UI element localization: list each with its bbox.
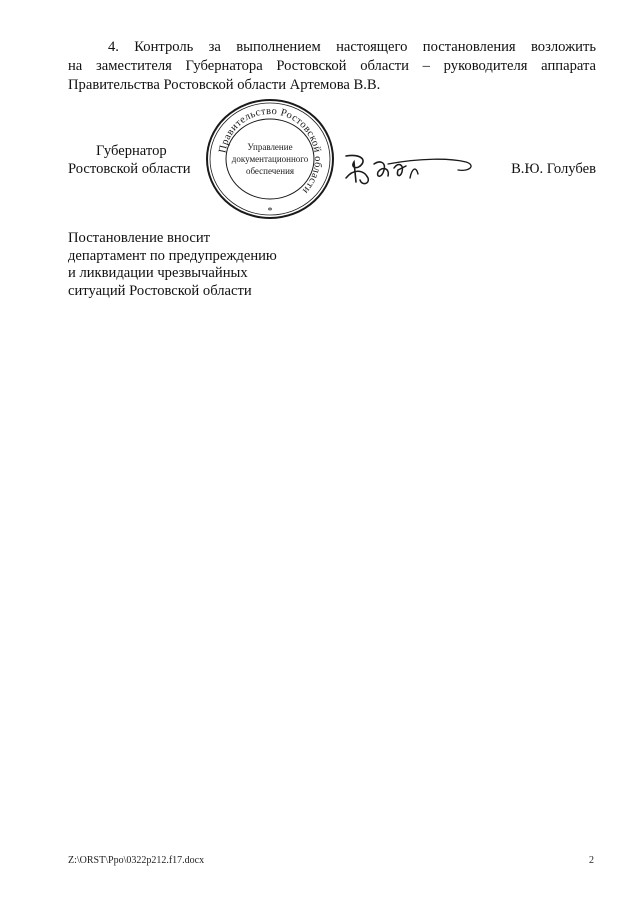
seal-inner-line2: документационного <box>231 154 309 164</box>
submitter-note <box>68 230 277 300</box>
submitter-line: и ликвидации чрезвычайных <box>68 265 248 281</box>
paragraph-line: на заместителя Губернатора Ростовской области – руководителя аппарата <box>68 58 596 74</box>
governor-title-line1: Губернатор <box>96 143 167 159</box>
footer-page-number: 2 <box>589 855 594 866</box>
handwritten-signature <box>340 148 480 194</box>
seal-inner-line1: Управление <box>247 142 293 152</box>
paragraph-line: Правительства Ростовской области Артемова В.В. <box>68 77 381 93</box>
submitter-line: департамент по предупреждению <box>68 247 277 264</box>
seal-outer-text: Правительство Ростовской области <box>217 105 324 196</box>
seal-inner-line3: обеспечения <box>245 166 295 176</box>
governor-name: В.Ю. Голубев <box>511 161 596 177</box>
governor-title <box>68 142 191 178</box>
paragraph-line: 4. Контроль за выполнением настоящего постановления возложить <box>108 39 596 55</box>
paragraph-item-4 <box>68 38 596 95</box>
seal-star: * <box>267 206 273 217</box>
submitter-line: ситуаций Ростовской области <box>68 282 252 299</box>
footer-file-path: Z:\ORST\Ppo\0322p212.f17.docx <box>68 855 205 866</box>
governor-title-line2: Ростовской области <box>68 161 191 177</box>
submitter-line: Постановление вносит <box>68 230 211 246</box>
official-seal <box>202 96 338 222</box>
